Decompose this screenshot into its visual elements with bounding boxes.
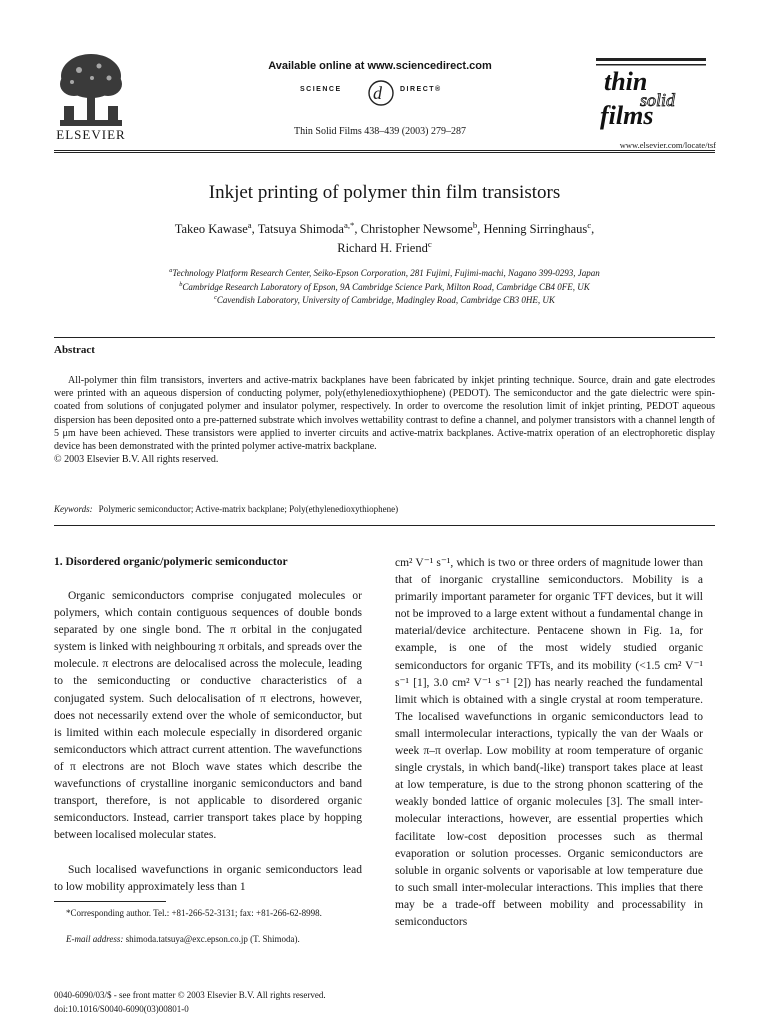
sciencedirect-logo-icon <box>270 78 490 108</box>
front-matter-line: 0040-6090/03/$ - see front matter © 2003 Elsevier B.V. All rights reserved. <box>54 990 326 1000</box>
keywords-text: Polymeric semiconductor; Active-matrix backplane; Poly(ethylenedioxythiophene) <box>98 504 399 514</box>
sciencedirect-direct-word: DIRECT® <box>400 86 442 93</box>
author-name: Tatsuya Shimoda <box>257 222 344 236</box>
author-affiliation-marker: c <box>587 219 592 230</box>
journal-logo-word-3: films <box>600 101 654 130</box>
keywords-line <box>54 504 715 514</box>
abstract-top-rule <box>54 337 715 338</box>
right-column-text: cm² V⁻¹ s⁻¹, which is two or three orders of magnitude lower than that of inorganic crystalline semiconductors. Mobility is a primarily important parameter for organic TFT devices, but it will not be improved to a large extent without a fundamental change in material/device architecture. Pentacene shown in Fig. 1a, for example, is one of the most widely studied organic semiconductors for organic TFTs, and its mobility (<1.5 cm² V⁻¹ s⁻¹ [1], 3.0 cm² V⁻¹ s⁻¹ [2]) has nearly reached the fundamental limit which is obtained with a single crystal at room temperature. The localised wavefunctions in organic semiconductors lead to small intermolecular interactions, typically the van der Waals or week π–π overlap. Low mobility at room temperature of organic single crystals, in which band(-like) transport takes place at least at low temperature, is due to the strong phonon scattering of the weakly bonded lattice of organic molecules [3]. The small inter-molecular interactions, however, are essential properties which facilitate low-cost deposition processes such as thermal evaporation or solution processes. Organic semiconductors are soluble in organic solvents or vaporisable at low temperature due to such small inter-molecular interactions. This implies that there may be a trade-off between mobility and processability in semiconductors <box>395 557 703 928</box>
abstract-copyright: © 2003 Elsevier B.V. All rights reserved. <box>54 454 219 466</box>
affiliation-c <box>54 295 715 305</box>
footnote-corresponding-author: *Corresponding author. Tel.: +81-266-52-3131; fax: +81-266-62-8998. <box>66 908 322 918</box>
authors-line-1: Takeo Kawase$^a$, Tatsuya Shimoda$^{a,*}$, Christopher Newsome$^b$, Henning Sirringhaus$^c$, <box>174 219 595 236</box>
footnote-rule <box>54 901 166 902</box>
abstract-text: All-polymer thin film transistors, inverters and active-matrix backplanes have been fabricated by inkjet printing technique. Source, drain and gate electrodes were printed with an aqueous dispersion of conducting polymer, poly(ethylenedioxythiophene) (PEDOT). The semiconductor and the gate dielectric were spin-coated from solutions of conjugated polymer and insulator polymer, respectively. In order to overcome the resolution limit of inkjet printing, PEDOT aqueous dispersion has been deposited onto a pre-patterned substrate which involves wettability contrast to define a channel, and polymer transistors with a channel length of 5 μm have been achieved. These transistors were applied to inverter circuits and active-matrix backplanes. Active-matrix operation of an electrophoretic display device has been demonstrated with the printed polymer active-matrix backplane. <box>54 375 715 453</box>
affiliation-marker: c <box>214 294 217 301</box>
sciencedirect-science-word: SCIENCE <box>300 86 342 93</box>
journal-logo-word-2: solid <box>640 90 676 110</box>
affiliation-text: Cavendish Laboratory, University of Cambridge, Madingley Road, Cambridge CB3 0HE, UK <box>216 295 555 305</box>
author-name: Christopher Newsome <box>360 222 473 236</box>
abstract-heading: Abstract <box>54 344 95 356</box>
author-affiliation-marker: b <box>472 219 478 230</box>
affiliation-marker: a <box>169 267 173 274</box>
author-affiliation-marker: a,* <box>343 219 355 230</box>
author-name: Henning Sirringhaus <box>483 222 588 236</box>
affiliation-a <box>54 268 715 278</box>
abstract-bottom-rule <box>54 525 715 526</box>
affiliation-text: Technology Platform Research Center, Seiko-Epson Corporation, 281 Fujimi, Fujimi-machi, Nagano 399-0293, Japan <box>172 268 600 278</box>
author-affiliation-marker: a <box>247 219 252 230</box>
email-label: E-mail address: <box>66 934 124 944</box>
journal-url[interactable]: www.elsevier.com/locate/tsf <box>619 140 716 150</box>
article-title: Inkjet printing of polymer thin film transistors <box>208 182 561 203</box>
affiliation-text: Cambridge Research Laboratory of Epson, 9A Cambridge Science Park, Milton Road, Cambridge CB4 0FE, UK <box>182 282 590 292</box>
header-rule-2 <box>54 152 715 153</box>
available-online-text: Available online at www.sciencedirect.com <box>268 60 492 72</box>
authors-line-2 <box>54 238 715 256</box>
header-rule <box>54 150 715 151</box>
publisher-name: ELSEVIER <box>56 127 126 142</box>
author-name: Richard H. Friend <box>337 241 428 255</box>
thin-solid-films-logo <box>590 54 710 134</box>
email-text[interactable]: shimoda.tatsuya@exc.epson.co.jp (T. Shimoda). <box>125 934 300 944</box>
elsevier-tree-logo <box>54 48 128 132</box>
abstract-body <box>54 374 715 466</box>
author-affiliation-marker: c <box>427 238 432 249</box>
footnote-email <box>54 933 362 946</box>
svg-text:d: d <box>373 83 382 103</box>
left-paragraph-2: Such localised wavefunctions in organic semiconductors lead to low mobility approximately less than 1 <box>54 864 362 894</box>
author-name: Takeo Kawase <box>174 222 248 236</box>
affiliation-marker: b <box>179 281 183 288</box>
left-paragraph-1: Organic semiconductors comprise conjugated molecules or polymers, which contain contiguous sequences of double bonds separated by one single bond. The π orbital in the conjugated system is linked with neighbouring π orbitals, and spreads over the molecule. π electrons are delocalised across the molecule, leading to the semiconducting or conductive characteristics of a conjugated system. Such delocalisation of π electrons, however, does not necessarily extend over the whole of semiconductor, but is limited within each molecule especially in disordered organic semiconductors which attract current attention. The wavefunctions of π electrons are not Bloch wave states which describe the wavefunctions of crystalline inorganic semiconductors and band transport, therefore, is not applicable to disordered organic semiconductors. Instead, carrier transport takes place by hopping between localised molecular states. <box>54 590 362 842</box>
doi-line[interactable]: doi:10.1016/S0040-6090(03)00801-0 <box>54 1004 189 1014</box>
section-heading: 1. Disordered organic/polymeric semiconductor <box>54 556 288 568</box>
affiliation-b <box>54 282 715 292</box>
keywords-label: Keywords: <box>54 504 93 514</box>
journal-citation: Thin Solid Films 438–439 (2003) 279–287 <box>294 126 466 137</box>
journal-logo-word-1: thin <box>604 67 648 96</box>
